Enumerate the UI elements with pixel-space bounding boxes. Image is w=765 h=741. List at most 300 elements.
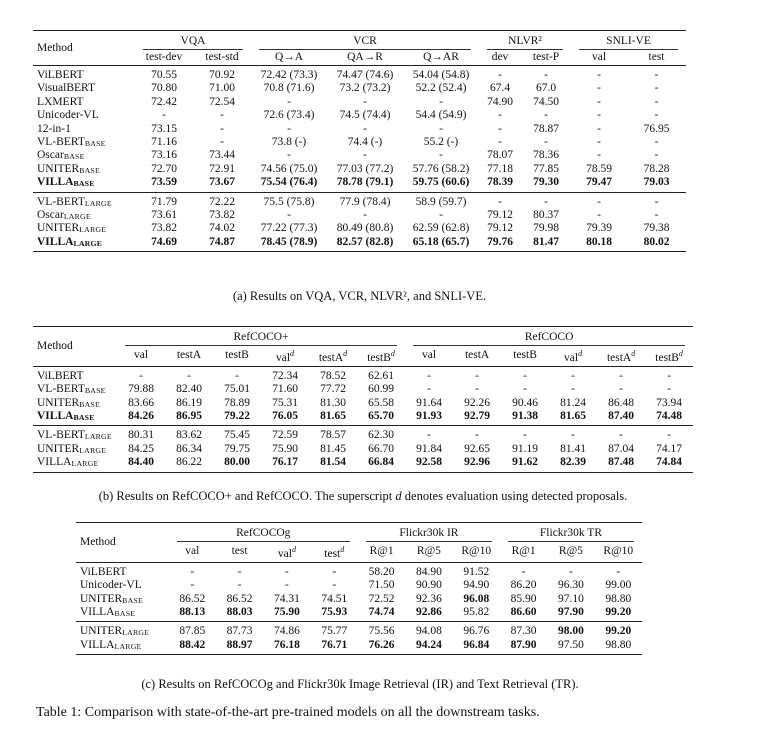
table-cell: 84.25 [128, 442, 154, 455]
table-cell: 54.04 (54.8) [412, 69, 470, 81]
table-cell: - [475, 383, 479, 396]
table-cell: 78.45 (78.9) [251, 236, 327, 252]
model-size-subscript: LARGE [84, 432, 112, 442]
table-cell: 81.41 [560, 442, 587, 455]
table-cell: 78.07 [487, 149, 513, 162]
group-header [479, 31, 571, 51]
table-cell: 67.4 [489, 82, 511, 95]
superscript-d: d [343, 349, 348, 358]
table-cell: 79.30 [521, 176, 571, 192]
table-cell: 78.28 [643, 162, 670, 175]
model-name [33, 109, 135, 122]
model-name-text: VILLA [80, 606, 115, 619]
table-row [33, 209, 686, 222]
model-size-subscript: BASE [79, 399, 100, 409]
table-cell: - [597, 209, 601, 222]
table-cell: 77.72 [320, 383, 346, 396]
table-row [76, 606, 642, 622]
model-size-subscript: LARGE [63, 212, 91, 222]
table-cell: 73.16 [151, 149, 177, 162]
column-header: val$^d$ [263, 542, 310, 562]
table-cell: 99.20 [605, 625, 632, 638]
table-cell: 86.19 [176, 396, 202, 409]
superscript-d: d [390, 349, 395, 358]
table-cell: - [498, 122, 502, 135]
table-cell: - [287, 209, 291, 222]
table-cell: 92.58 [405, 456, 453, 472]
table-cell: 87.73 [226, 625, 253, 638]
group-header-label: RefCOCO+ [125, 327, 397, 346]
table-cell: 92.65 [464, 442, 491, 455]
table-cell: - [521, 565, 526, 578]
table-cell: 73.15 [151, 122, 177, 135]
table-cell: 77.03 (77.2) [336, 162, 394, 175]
model-name-text: VILLA [80, 638, 115, 651]
table-cell: - [475, 429, 479, 442]
table-cell: - [475, 369, 479, 382]
table-cell: 70.55 [151, 69, 177, 81]
model-name [76, 606, 169, 622]
table-cell: 72.59 [272, 429, 298, 442]
column-header: val [405, 346, 453, 366]
column-header: R@5 [547, 542, 594, 562]
table-cell: - [498, 109, 502, 122]
table-cell: 72.70 [151, 162, 177, 175]
table-cell: 91.64 [416, 396, 443, 409]
group-header-label: NLVR² [487, 31, 563, 50]
table-cell: - [235, 369, 239, 382]
column-header: R@5 [405, 542, 452, 562]
column-header: test-dev [135, 50, 193, 66]
table-row [33, 410, 693, 426]
table-cell: 73.94 [656, 396, 683, 409]
method-header: Method [76, 523, 169, 563]
table-cell: 74.51 [321, 592, 348, 605]
table-cell: 76.95 [643, 122, 670, 135]
column-header: test-std [193, 50, 251, 66]
table-cell: - [619, 429, 623, 442]
table-cell: 80.31 [128, 429, 154, 442]
table-cell: - [427, 369, 431, 382]
table-caption-text: Table 1: Comparison with state-of-the-art pre-trained models on all the downstream tasks. [36, 705, 540, 720]
table-cell: 80.18 [571, 236, 627, 252]
model-name-text: UNITER [37, 222, 80, 235]
group-header-label: RefCOCOg [177, 523, 350, 542]
table-cell: 72.54 [209, 95, 235, 108]
model-name-text: UNITER [37, 162, 80, 175]
table-cell: 78.36 [533, 149, 559, 162]
table-cell: - [162, 109, 166, 122]
model-name-text: Oscar [37, 209, 64, 222]
group-header [117, 327, 405, 347]
table-cell: 79.22 [213, 410, 261, 426]
model-name-text: Unicoder-VL [80, 579, 142, 592]
table-cell: 71.00 [209, 82, 235, 95]
table-cell: 86.22 [165, 456, 213, 472]
table-cell: - [597, 109, 601, 122]
table-cell: - [571, 383, 575, 396]
table-cell: 74.31 [273, 592, 300, 605]
table-cell: 58.20 [368, 565, 395, 578]
table-cell: - [571, 369, 575, 382]
table-cell: 75.5 (75.8) [263, 195, 315, 208]
group-header-label: SNLI-VE [579, 31, 678, 50]
table-cell: 62.30 [368, 429, 394, 442]
table-cell: 78.59 [586, 162, 612, 175]
table-row [76, 622, 642, 639]
table-row [33, 96, 686, 109]
model-name-text: VILLA [37, 176, 74, 189]
table-cell: - [654, 69, 659, 81]
table-cell: 79.39 [586, 222, 612, 235]
table-cell: 92.79 [453, 410, 501, 426]
superscript-d: d [291, 545, 296, 554]
table-cell: 76.05 [261, 410, 309, 426]
superscript-d: d [678, 349, 683, 358]
table-cell: - [616, 565, 621, 578]
column-header: R@10 [595, 542, 642, 562]
table-b-caption: (b) Results on RefCOCO+ and RefCOCO. The superscript d denotes evaluation using detected proposals. [98, 489, 628, 503]
table-row [33, 176, 686, 192]
model-name [33, 82, 135, 95]
group-header-label: Flickr30k IR [366, 523, 492, 542]
table-row [76, 639, 642, 655]
group-header [500, 523, 642, 543]
column-header: testA$^d$ [309, 346, 357, 366]
superscript-d: d [340, 545, 345, 554]
table-cell: 75.56 [368, 625, 395, 638]
table-cell: 79.12 [487, 222, 513, 235]
table-caption [36, 705, 736, 721]
model-size-subscript: BASE [63, 152, 85, 162]
table-cell: 73.44 [209, 149, 235, 162]
model-name-text: VL-BERT [37, 136, 85, 149]
table-cell: 70.92 [209, 69, 235, 81]
table-cell: - [498, 136, 502, 149]
table-cell: - [654, 82, 659, 95]
model-name-text: VL-BERT [37, 383, 85, 396]
column-header: test-P [521, 50, 571, 66]
table-row [33, 366, 693, 383]
table-cell: 74.17 [656, 442, 683, 455]
table-cell: - [287, 149, 291, 162]
model-name-text: ViLBERT [37, 369, 84, 382]
model-name-text: VL-BERT [37, 429, 85, 442]
table-cell: - [363, 209, 367, 222]
model-size-subscript: BASE [79, 165, 100, 175]
table-cell: - [654, 136, 659, 149]
table-cell: 72.91 [209, 162, 235, 175]
table-cell: 92.86 [405, 606, 452, 622]
table-cell: 73.61 [151, 209, 177, 222]
method-header: Method [33, 327, 117, 367]
table-cell: - [332, 579, 337, 592]
model-name [33, 176, 135, 192]
table-cell: - [498, 69, 502, 81]
table-cell: 81.45 [320, 442, 346, 455]
table-row [33, 192, 686, 209]
table-cell: - [439, 149, 443, 162]
table-c [76, 522, 642, 655]
table-cell: 91.38 [501, 410, 549, 426]
table-a-caption [33, 289, 686, 304]
model-name-text: Unicoder-VL [37, 109, 99, 122]
model-size-subscript: LARGE [79, 225, 107, 235]
superscript-d: d [631, 349, 636, 358]
model-name-text: UNITER [37, 442, 80, 455]
table-cell: - [237, 579, 242, 592]
table-cell: 77.18 [487, 162, 513, 175]
table-cell: 99.00 [605, 579, 632, 592]
table-cell: 86.34 [176, 442, 202, 455]
table-a-caption-text: (a) Results on VQA, VCR, NLVR², and SNLI-VE. [232, 289, 487, 303]
table-cell: 84.90 [415, 565, 442, 578]
column-header: val [117, 346, 165, 366]
column-header: testA$^d$ [597, 346, 645, 366]
table-cell: - [523, 383, 527, 396]
table-cell: 59.75 (60.6) [403, 176, 479, 192]
table-a [33, 30, 686, 252]
table-cell: 79.98 [533, 222, 559, 235]
table-cell: 76.71 [311, 639, 358, 655]
group-header [135, 31, 251, 51]
table-cell: - [439, 95, 443, 108]
model-size-subscript: BASE [73, 179, 95, 189]
table-cell: 92.96 [453, 456, 501, 472]
column-header: R@1 [500, 542, 547, 562]
column-header: val [169, 542, 216, 562]
table-cell: - [544, 136, 548, 149]
table-cell: 91.93 [405, 410, 453, 426]
model-size-subscript: BASE [122, 595, 143, 605]
model-name [76, 579, 169, 592]
model-name [33, 136, 135, 149]
table-cell: 81.65 [549, 410, 597, 426]
table-cell: 66.70 [368, 442, 394, 455]
table-cell: 79.75 [224, 442, 250, 455]
table-cell: 88.13 [169, 606, 216, 622]
table-cell: 91.62 [501, 456, 549, 472]
table-cell: 74.87 [193, 236, 251, 252]
model-name [33, 123, 135, 136]
table-cell: 74.69 [135, 236, 193, 252]
table-cell: 77.85 [533, 162, 559, 175]
table-cell: 75.01 [224, 383, 250, 396]
model-name-text: VILLA [37, 235, 74, 248]
column-header: Q→AR [403, 50, 479, 66]
model-name-text: VILLA [37, 456, 72, 469]
table-cell: - [597, 136, 601, 149]
column-header: val$^d$ [261, 346, 309, 366]
table-cell: 72.52 [368, 592, 395, 605]
model-name [33, 163, 135, 176]
table-cell: 96.76 [463, 625, 490, 638]
table-cell: 74.47 (74.6) [336, 69, 394, 81]
table-cell: 78.78 (79.1) [327, 176, 403, 192]
table-cell: 67.0 [535, 82, 557, 95]
table-cell: 97.10 [557, 592, 584, 605]
column-header: test$^d$ [311, 542, 358, 562]
table-cell: 82.39 [549, 456, 597, 472]
model-name [33, 192, 135, 209]
table-cell: 75.90 [263, 606, 310, 622]
table-row [33, 236, 686, 252]
table-cell: - [220, 122, 224, 135]
column-header: val$^d$ [549, 346, 597, 366]
table-cell: - [544, 109, 548, 122]
table-cell: - [190, 565, 195, 578]
table-cell: 73.82 [151, 222, 177, 235]
table-cell: 86.60 [500, 606, 547, 622]
model-size-subscript: LARGE [79, 445, 107, 455]
table-cell: - [139, 369, 143, 382]
model-size-subscript: BASE [73, 413, 95, 423]
model-name-text: 12-in-1 [37, 122, 71, 135]
group-header-label: RefCOCO [413, 327, 685, 346]
table-cell: 81.30 [320, 396, 346, 409]
model-name-text: VisualBERT [37, 82, 96, 95]
table-cell: 87.30 [510, 625, 537, 638]
table-cell: 87.40 [597, 410, 645, 426]
table-cell: - [654, 149, 659, 162]
table-cell: - [285, 579, 289, 592]
table-row [33, 443, 693, 456]
table-cell: 75.31 [272, 396, 298, 409]
table-cell: 71.60 [272, 383, 298, 396]
table-row [33, 383, 693, 396]
table-cell: 91.52 [463, 565, 490, 578]
table-cell: 72.42 [151, 95, 177, 108]
table-cell: - [619, 383, 623, 396]
table-cell: 82.57 (82.8) [327, 236, 403, 252]
table-row [33, 222, 686, 235]
table-cell: - [237, 565, 242, 578]
model-size-subscript: BASE [84, 139, 106, 149]
model-size-subscript: LARGE [84, 198, 112, 208]
column-header: QA→R [327, 50, 403, 66]
table-cell: 86.52 [179, 592, 206, 605]
table-cell: 79.03 [627, 176, 686, 192]
table-cell: 84.26 [117, 410, 165, 426]
column-header: testB$^d$ [645, 346, 693, 366]
table-row [33, 397, 693, 410]
table-cell: 85.90 [510, 592, 537, 605]
model-name-text: Oscar [37, 149, 64, 162]
table-cell: 77.22 (77.3) [260, 222, 318, 235]
table-cell: 96.84 [453, 639, 500, 655]
model-name-text: VL-BERT [37, 195, 85, 208]
table-cell: - [287, 95, 291, 108]
table-cell: - [568, 565, 573, 578]
table-cell: 75.77 [321, 625, 348, 638]
model-name [33, 456, 117, 472]
group-header [251, 31, 479, 51]
table-cell: 78.39 [479, 176, 521, 192]
table-cell: 74.4 (-) [347, 136, 383, 149]
column-header: R@1 [358, 542, 405, 562]
table-cell: 79.38 [643, 222, 670, 235]
table-cell: 80.49 (80.8) [336, 222, 394, 235]
table-cell: 73.82 [209, 209, 235, 222]
table-cell: 72.42 (73.3) [260, 69, 318, 81]
table-cell: - [187, 369, 191, 382]
table-cell: - [523, 369, 527, 382]
table-cell: - [597, 195, 601, 208]
column-header: Q→A [251, 50, 327, 66]
table-cell: 81.54 [309, 456, 357, 472]
method-header: Method [33, 31, 135, 66]
table-cell: 76.26 [358, 639, 405, 655]
table-cell: - [654, 195, 659, 208]
table-cell: 88.03 [216, 606, 263, 622]
table-cell: 75.54 (76.4) [251, 176, 327, 192]
model-size-subscript: LARGE [73, 238, 103, 248]
table-cell: 78.87 [533, 122, 559, 135]
table-cell: 74.84 [645, 456, 693, 472]
table-cell: 73.2 (73.2) [339, 82, 391, 95]
model-name [76, 639, 169, 655]
table-cell: 94.24 [405, 639, 452, 655]
model-name [33, 236, 135, 252]
table-cell: 71.16 [151, 136, 177, 149]
table-cell: 91.84 [416, 442, 443, 455]
table-cell: 98.80 [595, 639, 642, 655]
table-cell: 79.47 [571, 176, 627, 192]
column-header: test [627, 50, 686, 66]
group-header-label: VCR [259, 31, 471, 50]
superscript-d: d [578, 349, 583, 358]
table-cell: - [597, 82, 601, 95]
group-header [571, 31, 686, 51]
model-name [33, 222, 135, 235]
table-row [76, 593, 642, 606]
table-cell: 79.12 [487, 209, 513, 222]
table-cell: 74.56 (75.0) [260, 162, 318, 175]
column-header: testB$^d$ [357, 346, 405, 366]
model-name [33, 426, 117, 443]
table-cell: 72.22 [209, 195, 235, 208]
table-cell: 81.24 [560, 396, 587, 409]
group-header [358, 523, 500, 543]
model-name-text: VILLA [37, 410, 74, 423]
table-cell: 74.02 [209, 222, 235, 235]
table-cell: 86.20 [510, 579, 537, 592]
table-cell: 62.59 (62.8) [412, 222, 470, 235]
table-cell: 71.50 [368, 579, 395, 592]
table-row [33, 66, 686, 83]
model-name [33, 209, 135, 222]
model-name-text: UNITER [80, 625, 123, 638]
table-cell: 78.52 [320, 369, 346, 382]
table-cell: 73.67 [193, 176, 251, 192]
table-cell: 96.08 [463, 592, 490, 605]
superscript-d: d [290, 349, 295, 358]
table-cell: 87.85 [179, 625, 206, 638]
table-cell: 65.58 [368, 396, 394, 409]
table-cell: 79.76 [479, 236, 521, 252]
table-cell: 81.65 [309, 410, 357, 426]
table-cell: - [654, 209, 659, 222]
table-cell: 98.80 [605, 592, 632, 605]
table-cell: 92.26 [464, 396, 491, 409]
table-cell: 88.97 [216, 639, 263, 655]
table-row [33, 149, 686, 162]
table-cell: 70.8 (71.6) [263, 82, 315, 95]
group-header-label: Flickr30k TR [508, 523, 634, 542]
table-cell: 94.90 [463, 579, 490, 592]
table-cell: - [363, 122, 367, 135]
group-header [405, 327, 693, 347]
